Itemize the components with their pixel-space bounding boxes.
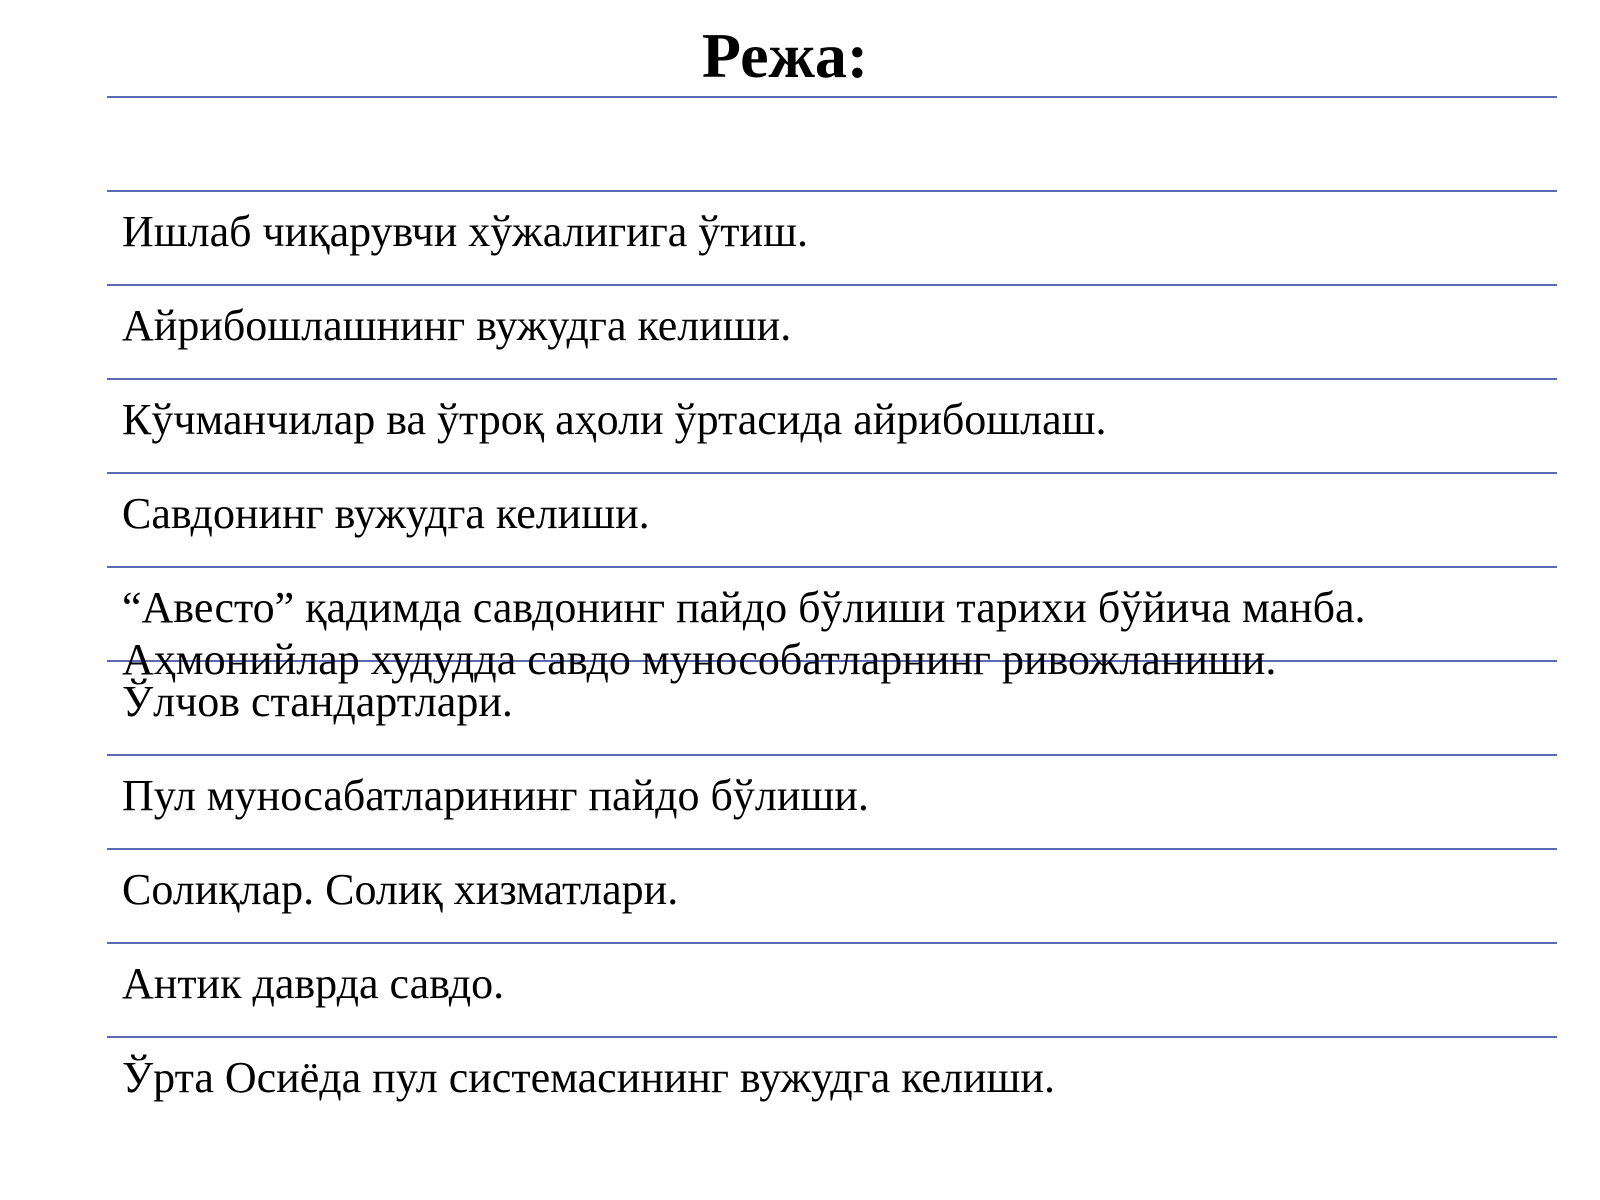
divider-line bbox=[107, 284, 1557, 286]
plan-item: Ўрта Осиёда пул системасининг вужудга келиши. bbox=[122, 1053, 1055, 1102]
divider-line bbox=[107, 472, 1557, 474]
divider-line bbox=[107, 754, 1557, 756]
plan-item: “Авесто” қадимда савдонинг пайдо бўлиши тарихи бўйича манба. bbox=[122, 583, 1366, 632]
plan-item: Антик даврда савдо. bbox=[122, 959, 505, 1008]
divider-line bbox=[107, 942, 1557, 944]
plan-item: Ишлаб чиқарувчи хўжалигига ўтиш. bbox=[122, 207, 808, 256]
divider-line bbox=[107, 96, 1557, 98]
divider-line bbox=[107, 1036, 1557, 1038]
plan-item: Солиқлар. Солиқ хизматлари. bbox=[122, 865, 679, 914]
plan-item: Пул муносабатларининг пайдо бўлиши. bbox=[122, 771, 869, 820]
divider-line bbox=[107, 378, 1557, 380]
plan-item: Ўлчов стандартлари. bbox=[122, 677, 513, 726]
divider-line bbox=[107, 566, 1557, 568]
plan-item: Кўчманчилар ва ўтроқ аҳоли ўртасида айрибошлаш. bbox=[122, 395, 1107, 444]
slide-title: Режа: bbox=[701, 20, 869, 91]
divider-line bbox=[107, 848, 1557, 850]
plan-item: Айрибошлашнинг вужудга келиши. bbox=[122, 301, 792, 350]
divider-line bbox=[107, 190, 1557, 192]
plan-item: Аҳмонийлар худудда савдо мунособатларнинг ривожланиши. bbox=[122, 635, 1277, 684]
plan-item: Савдонинг вужудга келиши. bbox=[122, 489, 650, 538]
